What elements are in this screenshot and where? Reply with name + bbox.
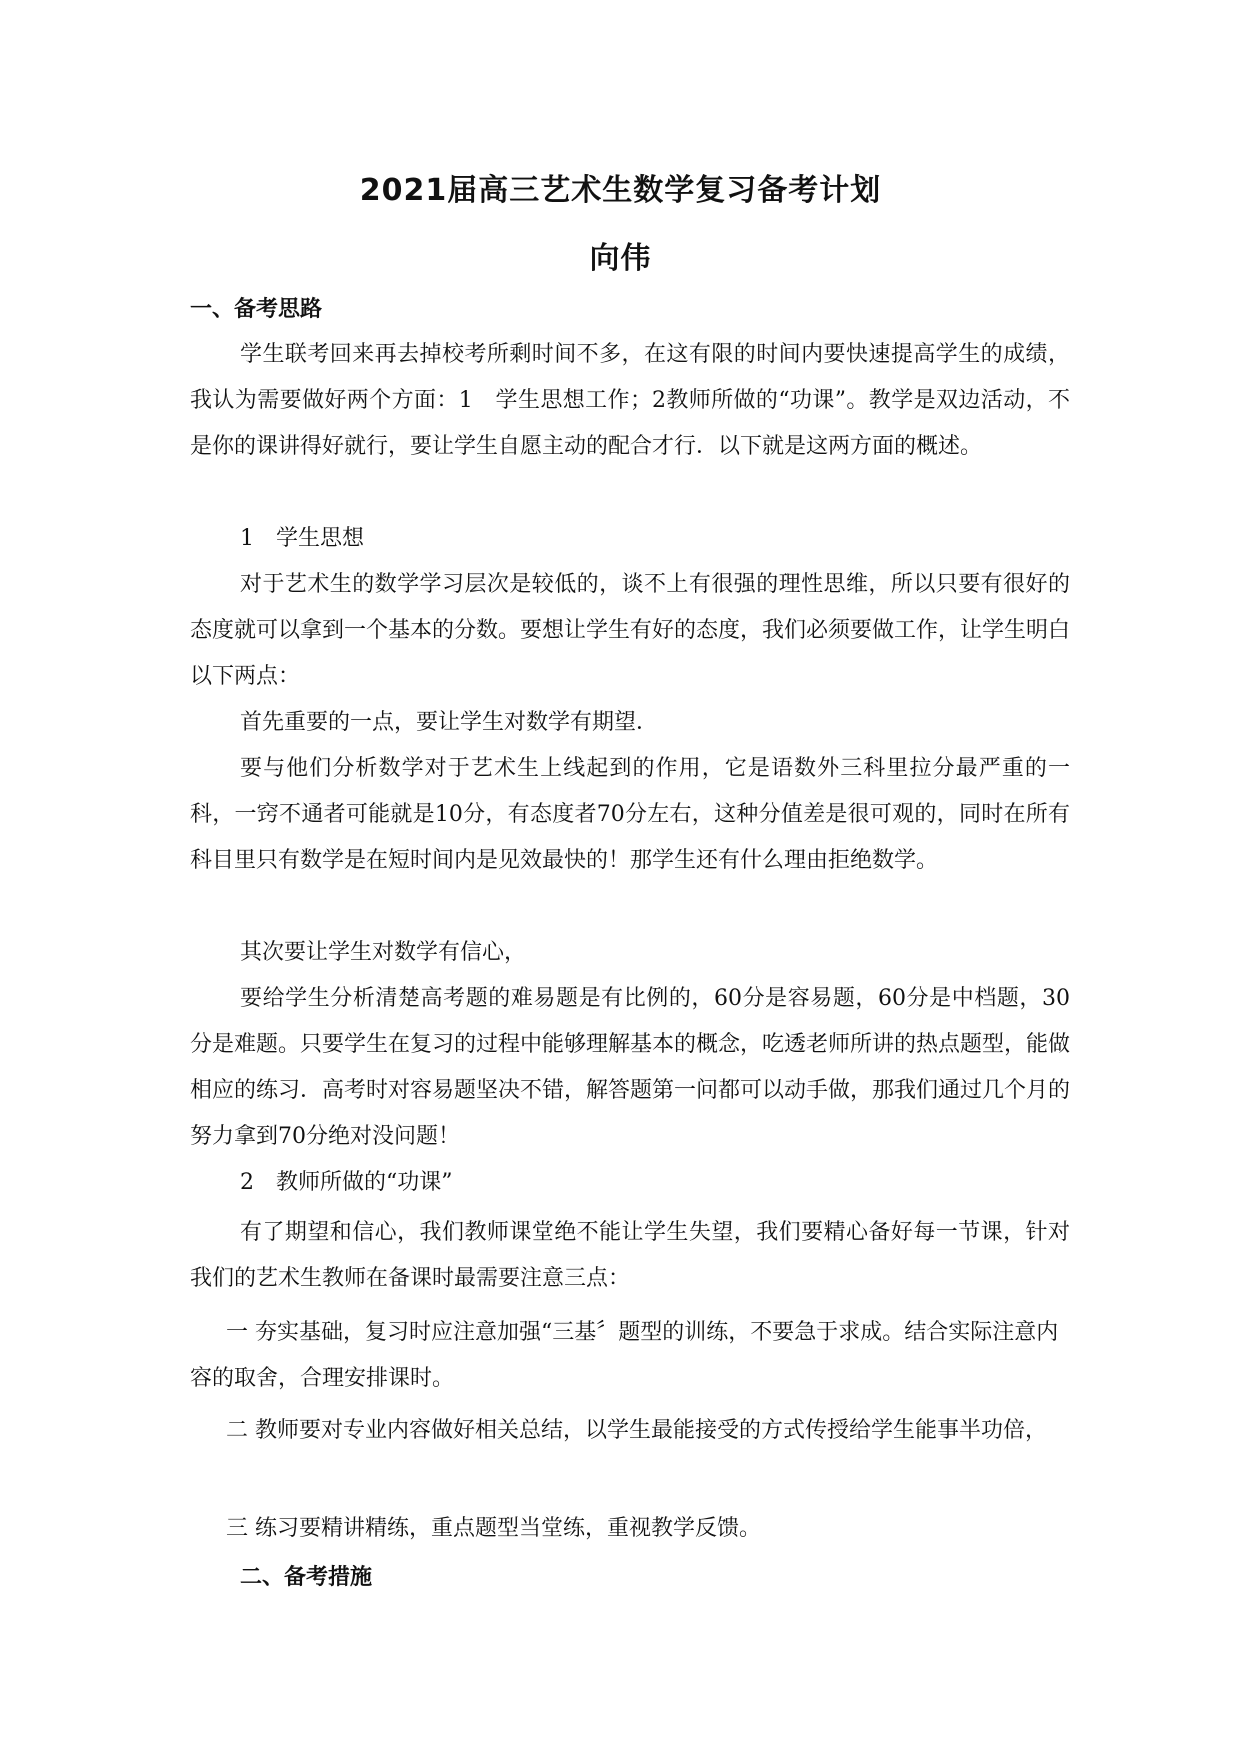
intro-paragraph: 学生联考回来再去掉校考所剩时间不多，在这有限的时间内要快速提高学生的成绩，我认为需要做好两个方面：1 学生思想工作；2教师所做的“功课”。教学是双边活动，不是你的课讲得好就行，要让学生自愿主动的配合才行．以下就是这两方面的概述。 — [190, 342, 1070, 459]
section-heading-1: 一、备考思路 — [190, 297, 323, 322]
student-mindset-paragraph: 对于艺术生的数学学习层次是较低的，谈不上有很强的理性思维，所以只要有很好的态度就可以拿到一个基本的分数。要想让学生有好的态度，我们必须要做工作，让学生明白以下两点： — [190, 572, 1071, 689]
point-confidence: 其次要让学生对数学有信心， — [240, 940, 527, 965]
confidence-paragraph: 要给学生分析清楚高考题的难易题是有比例的，60分是容易题，60分是中档题，30分是难题。只要学生在复习的过程中能够理解基本的概念，吃透老师所讲的热点题型，能做相应的练习．高考时对容易题坚决不错，解答题第一问都可以动手做，那我们通过几个月的努力拿到70分绝对没问题！ — [190, 986, 1071, 1149]
subheading-student-mindset: 1 学生思想 — [240, 526, 364, 551]
list-item-2: 二 教师要对专业内容做好相关总结，以学生最能接受的方式传授给学生能事半功倍， — [226, 1418, 1047, 1443]
teacher-work-paragraph: 有了期望和信心，我们教师课堂绝不能让学生失望，我们要精心备好每一节课，针对我们的艺术生教师在备课时最需要注意三点： — [190, 1220, 1070, 1291]
expectation-paragraph: 要与他们分析数学对于艺术生上线起到的作用，它是语数外三科里拉分最严重的一科，一窍不通者可能就是10分，有态度者70分左右，这种分值差是很可观的，同时在所有科目里只有数学是在短时间内是见效最快的！那学生还有什么理由拒绝数学。 — [190, 756, 1070, 873]
list-item-1: 一 夯实基础，复习时应注意加强“三基〞题型的训练，不要急于求成。结合实际注意内容的取舍，合理安排课时。 — [190, 1320, 1059, 1391]
list-item-3: 三 练习要精讲精练，重点题型当堂练，重视教学反馈。 — [226, 1516, 761, 1541]
section-heading-2: 二、备考措施 — [240, 1565, 373, 1590]
subheading-teacher-work: 2 教师所做的“功课” — [240, 1170, 453, 1195]
document-title: 2021届高三艺术生数学复习备考计划 — [359, 173, 882, 208]
point-expectation: 首先重要的一点，要让学生对数学有期望． — [240, 710, 659, 735]
document-author: 向伟 — [589, 241, 652, 276]
